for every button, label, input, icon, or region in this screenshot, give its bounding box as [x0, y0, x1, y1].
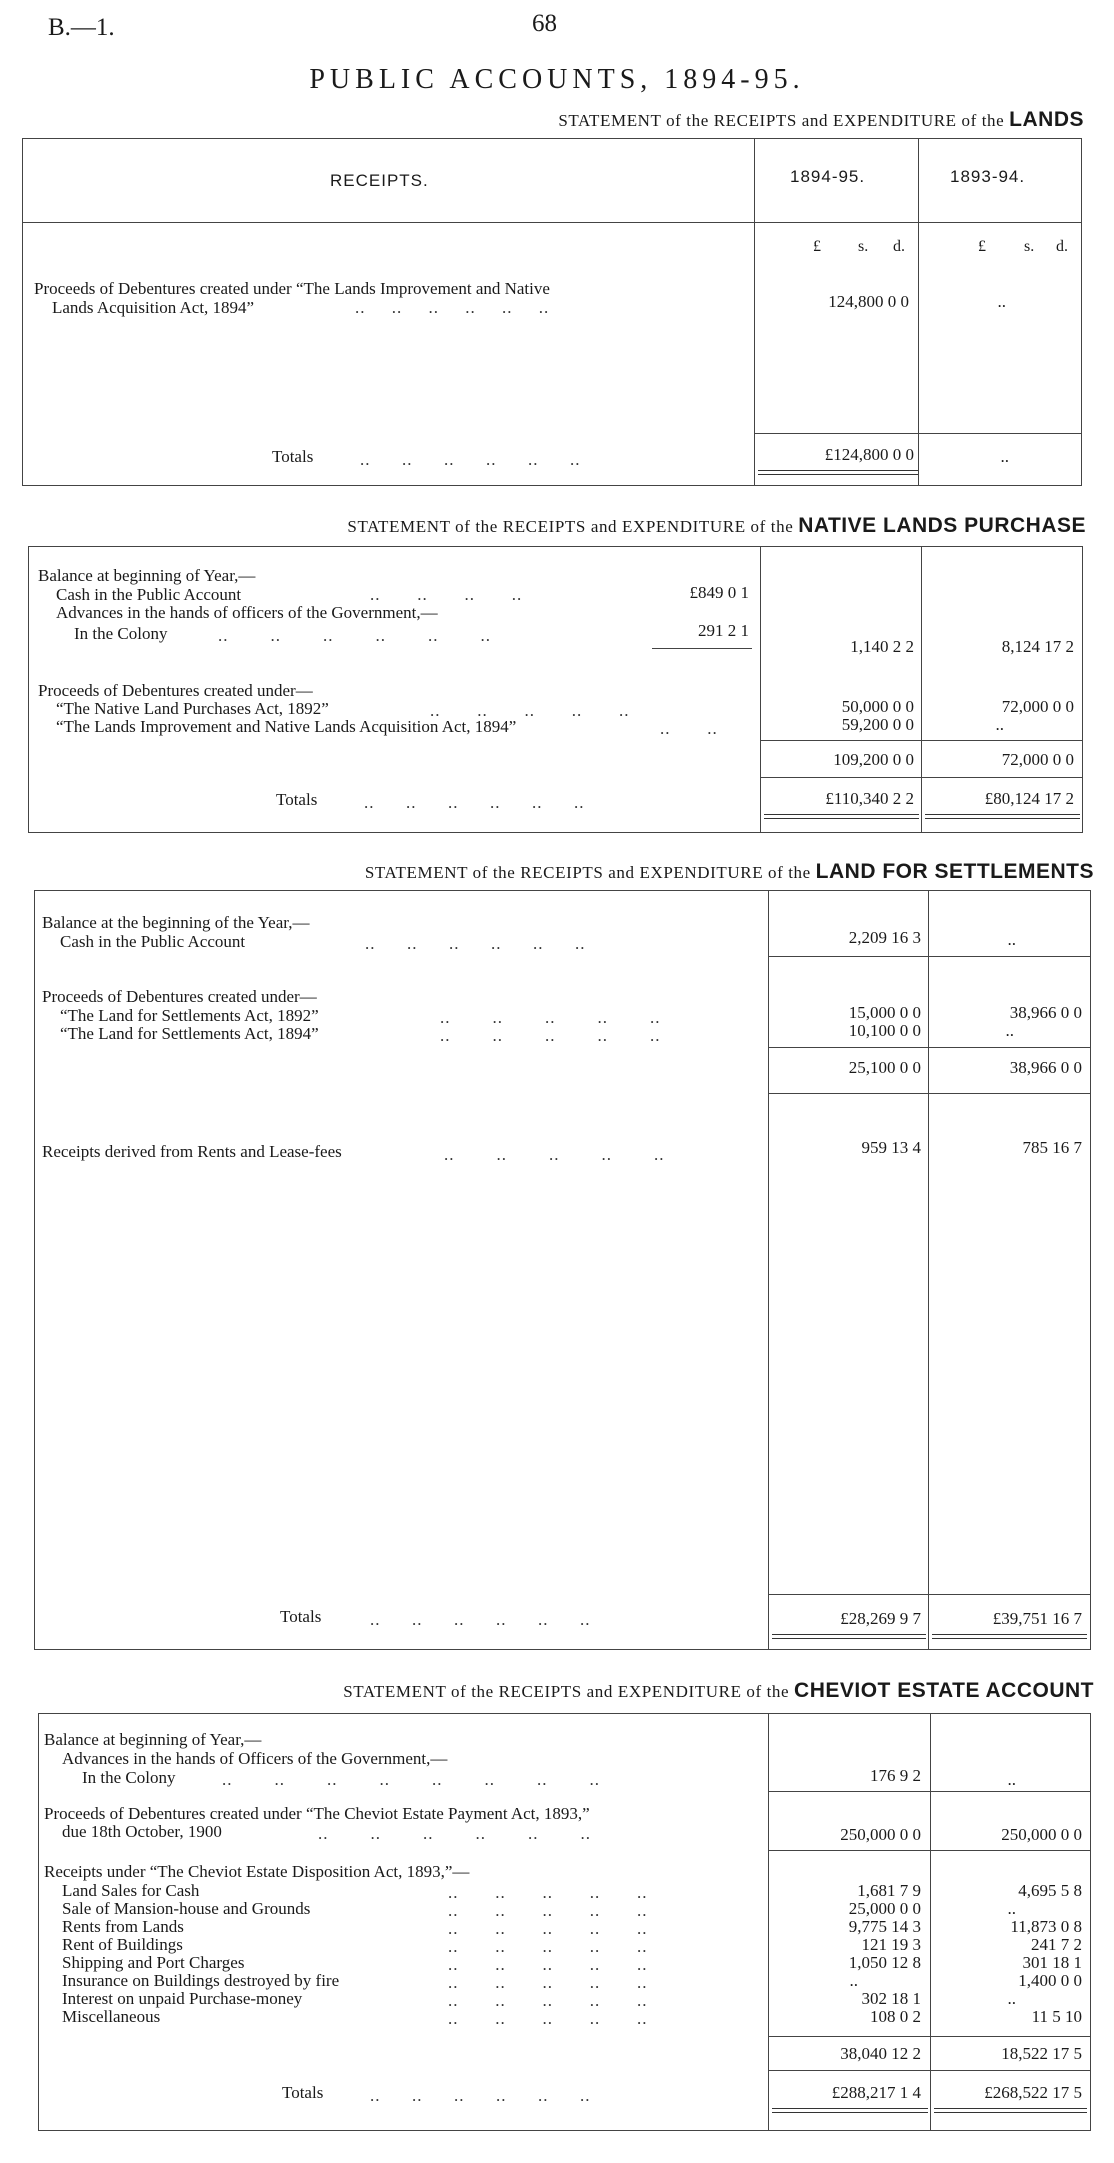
cheviot-totals-label: Totals — [282, 2083, 324, 2102]
leader-dots: .. .. .. .. .. — [448, 1973, 648, 1992]
leader-dots: .. .. — [660, 719, 718, 738]
cheviot-item-1893-94: 241 7 2 — [1031, 1935, 1082, 1954]
lands-header-rule — [22, 222, 1082, 223]
cheviot-item-label: Shipping and Port Charges — [62, 1953, 245, 1972]
native-account-name: NATIVE LANDS PURCHASE — [798, 514, 1086, 537]
cheviot-item-label: Interest on unpaid Purchase-money — [62, 1989, 303, 2008]
settle-rents-label: Receipts derived from Rents and Lease-fees — [42, 1142, 342, 1161]
cheviot-total-double-rule — [934, 2108, 1087, 2113]
settle-subtotal-1893-94: 38,966 0 0 — [1009, 1058, 1082, 1077]
lands-proceeds-label: Proceeds of Debentures created under “The Lands Improvement and Native — [34, 279, 550, 298]
native-col-divider-2 — [921, 546, 922, 833]
leader-dots: .. .. .. .. .. .. — [318, 1824, 591, 1843]
cheviot-total-double-rule — [772, 2108, 928, 2113]
pence-unit-label: d. — [893, 238, 905, 255]
cheviot-colony-1893-94: .. — [1007, 1770, 1016, 1789]
native-act-1892-label: “The Native Land Purchases Act, 1892” — [56, 699, 329, 718]
cheviot-item-1894-95: 108 0 2 — [870, 2007, 921, 2026]
cheviot-receipts-heading: Receipts under “The Cheviot Estate Disposition Act, 1893,”— — [44, 1862, 470, 1881]
native-total-double-rule — [925, 814, 1080, 819]
cheviot-total-1893-94: £268,522 17 5 — [984, 2083, 1082, 2102]
native-total-double-rule — [764, 814, 919, 819]
leader-dots: .. .. .. .. .. .. .. .. — [222, 1770, 600, 1789]
lands-total-1893-94: .. — [1000, 447, 1009, 466]
native-balance-1894-95: 1,140 2 2 — [850, 637, 914, 656]
pounds-unit-label: £ — [813, 238, 821, 255]
leader-dots: .. .. .. .. .. — [440, 1008, 661, 1027]
leader-dots: .. .. .. .. .. .. — [218, 626, 491, 645]
settle-rents-rule — [768, 1093, 1091, 1094]
native-colony-label: In the Colony — [74, 624, 168, 643]
cheviot-item-1893-94: 11,873 0 8 — [1010, 1917, 1082, 1936]
cheviot-item-1894-95: 302 18 1 — [861, 1989, 921, 2008]
settle-subtotal-1894-95: 25,100 0 0 — [848, 1058, 921, 1077]
lands-proceeds-1893-94: .. — [997, 292, 1006, 311]
cheviot-proceeds-1893-94: 250,000 0 0 — [1001, 1825, 1082, 1844]
cheviot-balance-rule — [768, 1791, 1091, 1792]
leader-dots: .. .. .. .. .. — [448, 1955, 648, 1974]
leader-dots: .. .. .. .. .. — [444, 1145, 665, 1164]
native-cash-label: Cash in the Public Account — [56, 585, 242, 604]
cheviot-statement-title — [343, 1679, 1094, 1703]
native-cash-amount: £849 0 1 — [689, 583, 749, 602]
settle-act-1892-label: “The Land for Settlements Act, 1892” — [60, 1006, 319, 1025]
cheviot-account-name: CHEVIOT ESTATE ACCOUNT — [794, 1679, 1094, 1702]
statement-prefix: STATEMENT of the RECEIPTS and EXPENDITURE of the — [558, 111, 1005, 130]
cheviot-item-1893-94: .. — [1007, 1989, 1016, 2008]
cheviot-item-1893-94: 11 5 10 — [1031, 2007, 1082, 2026]
lands-totals-rule — [754, 433, 1082, 434]
leader-dots: .. .. .. .. .. — [448, 1919, 648, 1938]
cheviot-item-1893-94: 1,400 0 0 — [1018, 1971, 1082, 1990]
leader-dots: .. .. .. .. .. .. — [364, 793, 585, 812]
native-subtotal-rule — [760, 740, 1083, 741]
shillings-unit-label: s. — [1024, 238, 1035, 255]
cheviot-total-1894-95: £288,217 1 4 — [831, 2083, 921, 2102]
settle-act-1894-label: “The Land for Settlements Act, 1894” — [60, 1024, 319, 1043]
native-col-divider-1 — [760, 546, 761, 833]
native-totals-label: Totals — [276, 790, 318, 809]
cheviot-item-label: Miscellaneous — [62, 2007, 161, 2026]
cheviot-item-label: Insurance on Buildings destroyed by fire — [62, 1971, 340, 1990]
cheviot-subtotal-rule — [768, 2036, 1091, 2037]
leader-dots: .. .. .. .. .. — [430, 701, 630, 720]
cheviot-proceeds-1894-95: 250,000 0 0 — [840, 1825, 921, 1844]
cheviot-colony-1894-95: 176 9 2 — [870, 1766, 921, 1785]
native-act-1894-1893-94: .. — [995, 715, 1004, 734]
lands-proceeds-1894-95: 124,800 0 0 — [828, 292, 909, 311]
settle-cash-1894-95: 2,209 16 3 — [848, 928, 921, 947]
statement-prefix: STATEMENT of the RECEIPTS and EXPENDITURE of the — [364, 863, 811, 882]
settle-cash-label: Cash in the Public Account — [60, 932, 246, 951]
settle-cash-1893-94: .. — [1007, 930, 1016, 949]
settle-act-1892-1894-95: 15,000 0 0 — [848, 1003, 921, 1022]
native-total-1894-95: £110,340 2 2 — [825, 789, 914, 808]
page-title: PUBLIC ACCOUNTS, 1894-95. — [309, 64, 805, 95]
native-balance-1893-94: 8,124 17 2 — [1001, 637, 1074, 656]
cheviot-item-label: Rents from Lands — [62, 1917, 184, 1936]
leader-dots: .. .. .. .. .. .. — [360, 450, 581, 469]
settle-totals-rule — [768, 1594, 1091, 1595]
settle-totals-label: Totals — [280, 1607, 322, 1626]
leader-dots: .. .. .. .. .. .. — [365, 934, 586, 953]
cheviot-totals-rule — [768, 2070, 1091, 2071]
cheviot-subtotal-1893-94: 18,522 17 5 — [1001, 2044, 1082, 2063]
settle-total-1893-94: £39,751 16 7 — [992, 1609, 1082, 1628]
cheviot-proceeds-label-cont: due 18th October, 1900 — [62, 1822, 222, 1841]
leader-dots: .. .. .. .. .. .. — [355, 298, 550, 317]
leader-dots: .. .. .. .. .. — [448, 1991, 648, 2010]
cheviot-balance-heading: Balance at beginning of Year,— — [44, 1730, 262, 1749]
settle-balance-heading: Balance at the beginning of the Year,— — [42, 913, 310, 932]
settle-subtotal-rule — [768, 1047, 1091, 1048]
lands-total-double-rule — [758, 470, 918, 475]
settle-statement-title — [365, 860, 1094, 884]
native-total-1893-94: £80,124 17 2 — [984, 789, 1074, 808]
lands-total-1894-95: £124,800 0 0 — [824, 445, 914, 464]
native-statement-title — [347, 514, 1086, 538]
cheviot-item-label: Land Sales for Cash — [62, 1881, 200, 1900]
settle-account-name: LAND FOR SETTLEMENTS — [815, 860, 1094, 883]
settle-rents-1894-95: 959 13 4 — [861, 1138, 921, 1157]
lands-proceeds-label-cont: Lands Acquisition Act, 1894” — [52, 298, 255, 317]
leader-dots: .. .. .. .. .. .. — [370, 1610, 591, 1629]
cheviot-item-1893-94: 301 18 1 — [1022, 1953, 1082, 1972]
statement-prefix: STATEMENT of the RECEIPTS and EXPENDITURE of the — [343, 1682, 790, 1701]
native-balance-heading: Balance at beginning of Year,— — [38, 566, 256, 585]
settle-proceeds-heading: Proceeds of Debentures created under— — [42, 987, 317, 1006]
native-subtotal-rule — [652, 648, 752, 649]
cheviot-item-1894-95: 9,775 14 3 — [848, 1917, 921, 1936]
pounds-unit-label: £ — [978, 238, 986, 255]
statement-prefix: STATEMENT of the RECEIPTS and EXPENDITURE of the — [347, 517, 794, 536]
settle-act-1894-1894-95: 10,100 0 0 — [848, 1021, 921, 1040]
cheviot-item-1894-95: .. — [849, 1971, 858, 1990]
native-proceeds-heading: Proceeds of Debentures created under— — [38, 681, 313, 700]
cheviot-col-divider-1 — [768, 1713, 769, 2131]
native-totals-rule — [760, 777, 1083, 778]
settle-total-1894-95: £28,269 9 7 — [840, 1609, 921, 1628]
leader-dots: .. .. .. .. — [370, 585, 523, 604]
shillings-unit-label: s. — [858, 238, 869, 255]
page-number: 68 — [532, 10, 557, 37]
leader-dots: .. .. .. .. .. .. — [370, 2086, 591, 2105]
native-subtotal-1893-94: 72,000 0 0 — [1001, 750, 1074, 769]
receipts-column-header: RECEIPTS. — [330, 171, 429, 190]
settle-balance-rule — [768, 956, 1091, 957]
leader-dots: .. .. .. .. .. — [448, 1901, 648, 1920]
document-reference: B.—1. — [48, 14, 115, 41]
cheviot-proceeds-rule — [768, 1850, 1091, 1851]
settle-total-double-rule — [772, 1634, 926, 1639]
cheviot-advances-label: Advances in the hands of Officers of the Government,— — [62, 1749, 448, 1768]
settle-total-double-rule — [932, 1634, 1087, 1639]
settle-col-divider-2 — [928, 890, 929, 1650]
lands-statement-title — [558, 108, 1084, 132]
cheviot-item-1893-94: .. — [1007, 1899, 1016, 1918]
cheviot-item-1894-95: 121 19 3 — [861, 1935, 921, 1954]
cheviot-item-label: Sale of Mansion-house and Grounds — [62, 1899, 311, 1918]
cheviot-item-1893-94: 4,695 5 8 — [1018, 1881, 1082, 1900]
leader-dots: .. .. .. .. .. — [448, 1883, 648, 1902]
cheviot-item-label: Rent of Buildings — [62, 1935, 183, 1954]
cheviot-subtotal-1894-95: 38,040 12 2 — [840, 2044, 921, 2063]
cheviot-item-1894-95: 25,000 0 0 — [848, 1899, 921, 1918]
leader-dots: .. .. .. .. .. — [440, 1026, 661, 1045]
native-act-1892-1893-94: 72,000 0 0 — [1001, 697, 1074, 716]
pence-unit-label: d. — [1056, 238, 1068, 255]
settle-col-divider-1 — [768, 890, 769, 1650]
native-act-1894-1894-95: 59,200 0 0 — [841, 715, 914, 734]
lands-totals-label: Totals — [272, 447, 314, 466]
year-1894-95-header: 1894-95. — [790, 167, 866, 186]
cheviot-proceeds-label: Proceeds of Debentures created under “The Cheviot Estate Payment Act, 1893,” — [44, 1804, 590, 1823]
native-subtotal-1894-95: 109,200 0 0 — [833, 750, 914, 769]
native-colony-amount: 291 2 1 — [698, 621, 749, 640]
cheviot-col-divider-2 — [930, 1713, 931, 2131]
settle-act-1892-1893-94: 38,966 0 0 — [1009, 1003, 1082, 1022]
cheviot-colony-label: In the Colony — [82, 1768, 176, 1787]
cheviot-item-1894-95: 1,050 12 8 — [848, 1953, 921, 1972]
year-1893-94-header: 1893-94. — [950, 167, 1026, 186]
native-act-1892-1894-95: 50,000 0 0 — [841, 697, 914, 716]
leader-dots: .. .. .. .. .. — [448, 1937, 648, 1956]
lands-account-name: LANDS — [1009, 108, 1084, 131]
cheviot-item-1894-95: 1,681 7 9 — [857, 1881, 921, 1900]
leader-dots: .. .. .. .. .. — [448, 2009, 648, 2028]
settle-act-1894-1893-94: .. — [1005, 1021, 1014, 1040]
settle-rents-1893-94: 785 16 7 — [1022, 1138, 1082, 1157]
native-act-1894-label: “The Lands Improvement and Native Lands Acquisition Act, 1894” — [56, 717, 517, 736]
native-advances-label: Advances in the hands of officers of the Government,— — [56, 603, 438, 622]
